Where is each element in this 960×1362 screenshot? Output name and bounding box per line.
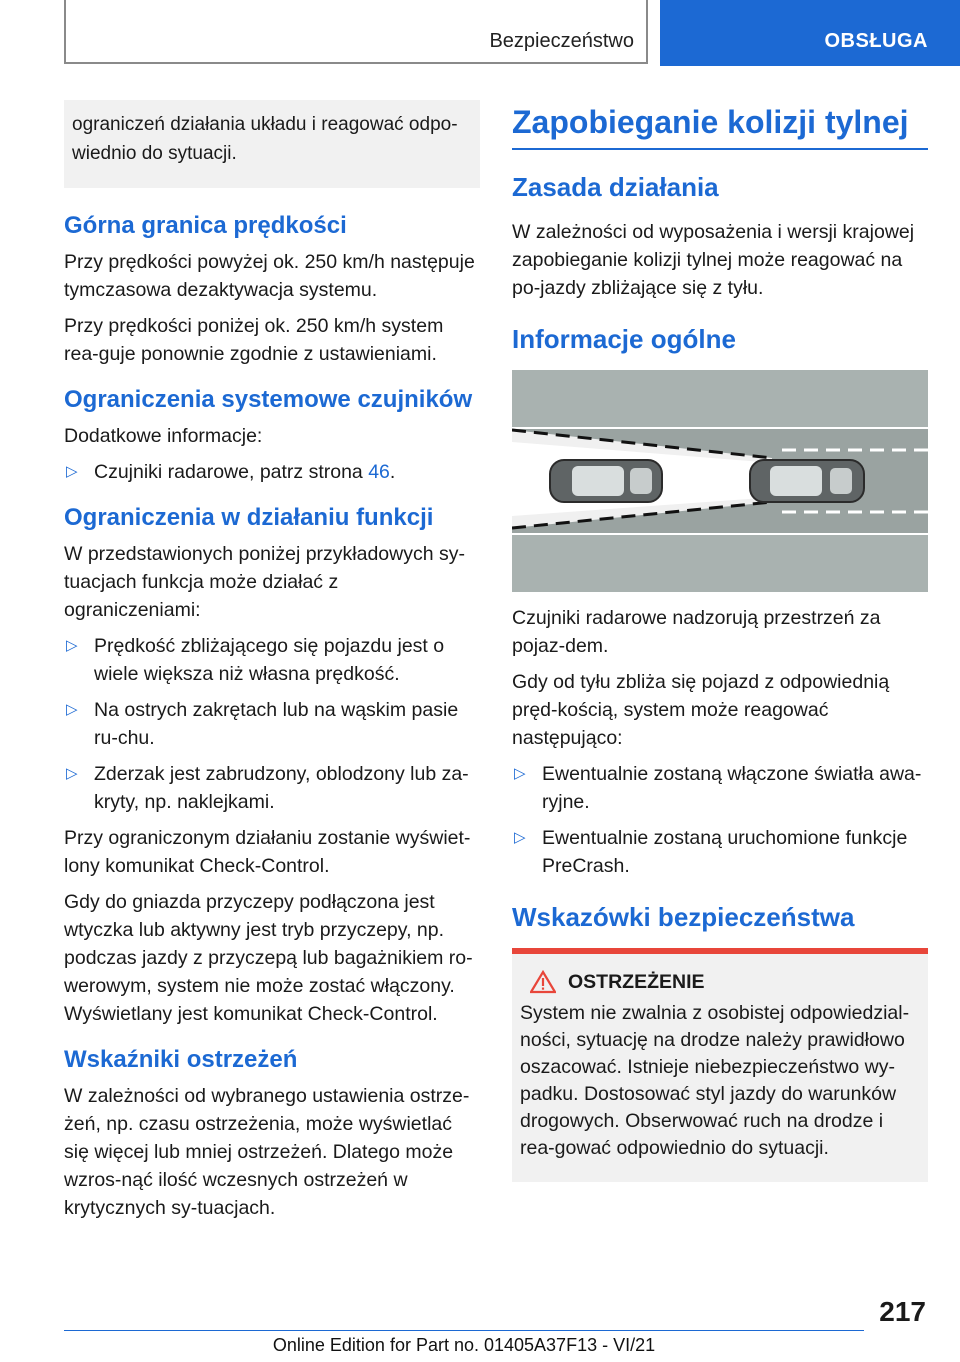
header-tab xyxy=(64,0,648,64)
list-item xyxy=(64,760,480,816)
note-text: ograniczeń działania układu i reagować odpo-wiednio do sytuacji. xyxy=(72,114,458,164)
warning-text: System nie zwalnia z osobistej odpowiedzial-ności, sytuację na drodze należy prawidłowo oszacować. Istnieje niebezpieczeństwo wy-padku. Dostosować styl jazdy do warunków drogowych. Obserwować ruch na drodze i rea-gować odpowiednio do sytuacji. xyxy=(520,1002,910,1159)
triangle-right-icon: ▷ xyxy=(514,829,526,846)
principle-paragraph: W zależności od wyposażenia i wersji krajowej zapobieganie kolizji tylnej może reagować na po-jazdy zbliżające się z tyłu. xyxy=(512,221,915,299)
list-item-text: Prędkość zbliżającego się pojazdu jest o wiele większa niż własna prędkość. xyxy=(94,635,445,685)
function-paragraph-3: Gdy do gniazda przyczepy podłączona jest wtyczka lub aktywny jest tryb przyczepy, np. podczas jazdy z przyczepą lub bagażnikiem ro-werowym, system nie może zostać włączony. Wyświetlany jest komunikat Check-Control. xyxy=(64,891,473,1025)
page-number: 217 xyxy=(879,1296,926,1327)
triangle-right-icon: ▷ xyxy=(66,463,78,480)
list-item xyxy=(64,632,480,688)
sensor-item-end: . xyxy=(389,461,396,483)
list-item-text: Na ostrych zakrętach lub na wąskim pasie ru-chu. xyxy=(94,699,459,749)
note-box xyxy=(64,100,480,188)
general-list xyxy=(512,760,928,880)
warning-title: OSTRZEŻENIE xyxy=(568,970,705,993)
section-tab xyxy=(660,0,960,66)
page-link[interactable]: 46 xyxy=(368,461,390,483)
general-heading: Informacje ogólne xyxy=(512,324,736,354)
left-column xyxy=(64,100,480,1230)
warning-triangle-icon xyxy=(530,970,556,994)
function-paragraph-2: Przy ograniczonym działaniu zostanie wyświet-lony komunikat Check-Control. xyxy=(64,827,471,877)
list-item xyxy=(512,824,928,880)
front-car-icon xyxy=(750,460,864,502)
function-heading: Ograniczenia w działaniu funkcji xyxy=(64,504,434,531)
triangle-right-icon: ▷ xyxy=(66,701,78,718)
general-paragraph-2: Gdy od tyłu zbliża się pojazd z odpowiednią pręd-kością, system może reagować następująco: xyxy=(512,671,890,749)
header-tab-label: Bezpieczeństwo xyxy=(489,30,634,52)
triangle-right-icon: ▷ xyxy=(66,637,78,654)
sensor-paragraph: Dodatkowe informacje: xyxy=(64,425,263,447)
rear-collision-illustration xyxy=(512,370,928,592)
principle-heading: Zasada działania xyxy=(512,172,719,202)
function-list xyxy=(64,632,480,816)
speed-paragraph-2: Przy prędkości poniżej ok. 250 km/h system rea-guje ponownie zgodnie z ustawieniami. xyxy=(64,315,444,365)
triangle-right-icon: ▷ xyxy=(514,765,526,782)
page-title: Zapobieganie kolizji tylnej xyxy=(512,100,928,150)
speed-heading: Górna granica prędkości xyxy=(64,212,347,239)
warning-title-row xyxy=(530,970,920,994)
right-column xyxy=(512,100,928,1182)
list-item-text: Ewentualnie zostaną włączone światła awa-ryjne. xyxy=(542,763,922,813)
sensor-item-text: Czujniki radarowe, patrz strona xyxy=(94,461,369,483)
speed-paragraph-1: Przy prędkości powyżej ok. 250 km/h następuje tymczasowa dezaktywacja systemu. xyxy=(64,251,475,301)
safety-heading: Wskazówki bezpieczeństwa xyxy=(512,902,855,932)
sensor-heading: Ograniczenia systemowe czujników xyxy=(64,386,473,413)
footer-divider xyxy=(64,1330,864,1331)
general-paragraph-1: Czujniki radarowe nadzorują przestrzeń za pojaz-dem. xyxy=(512,607,881,657)
function-paragraph: W przedstawionych poniżej przykładowych sy-tuacjach funkcja może działać z ograniczeniami: xyxy=(64,543,465,621)
rear-car-icon xyxy=(550,460,662,502)
warn-paragraph: W zależności od wybranego ustawienia ostrze-żeń, np. czasu ostrzeżenia, może wyświetlać się więcej lub mniej ostrzeżeń. Dlatego może wzros-nąć ilość wczesnych ostrzeżeń w krytycznych sy-tuacjach. xyxy=(64,1085,470,1219)
list-item xyxy=(64,458,480,486)
section-tab-label: OBSŁUGA xyxy=(824,30,928,52)
footer-edition: Online Edition for Part no. 01405A37F13 - VI/21 xyxy=(272,1335,656,1355)
sensor-list xyxy=(64,458,480,486)
warning-box xyxy=(512,948,928,1182)
triangle-right-icon: ▷ xyxy=(66,765,78,782)
list-item xyxy=(64,696,480,752)
warn-heading: Wskaźniki ostrzeżeń xyxy=(64,1046,298,1073)
list-item-text: Ewentualnie zostaną uruchomione funkcje PreCrash. xyxy=(542,827,908,877)
list-item xyxy=(512,760,928,816)
list-item-text: Zderzak jest zabrudzony, oblodzony lub za-kryty, np. naklejkami. xyxy=(94,763,469,813)
